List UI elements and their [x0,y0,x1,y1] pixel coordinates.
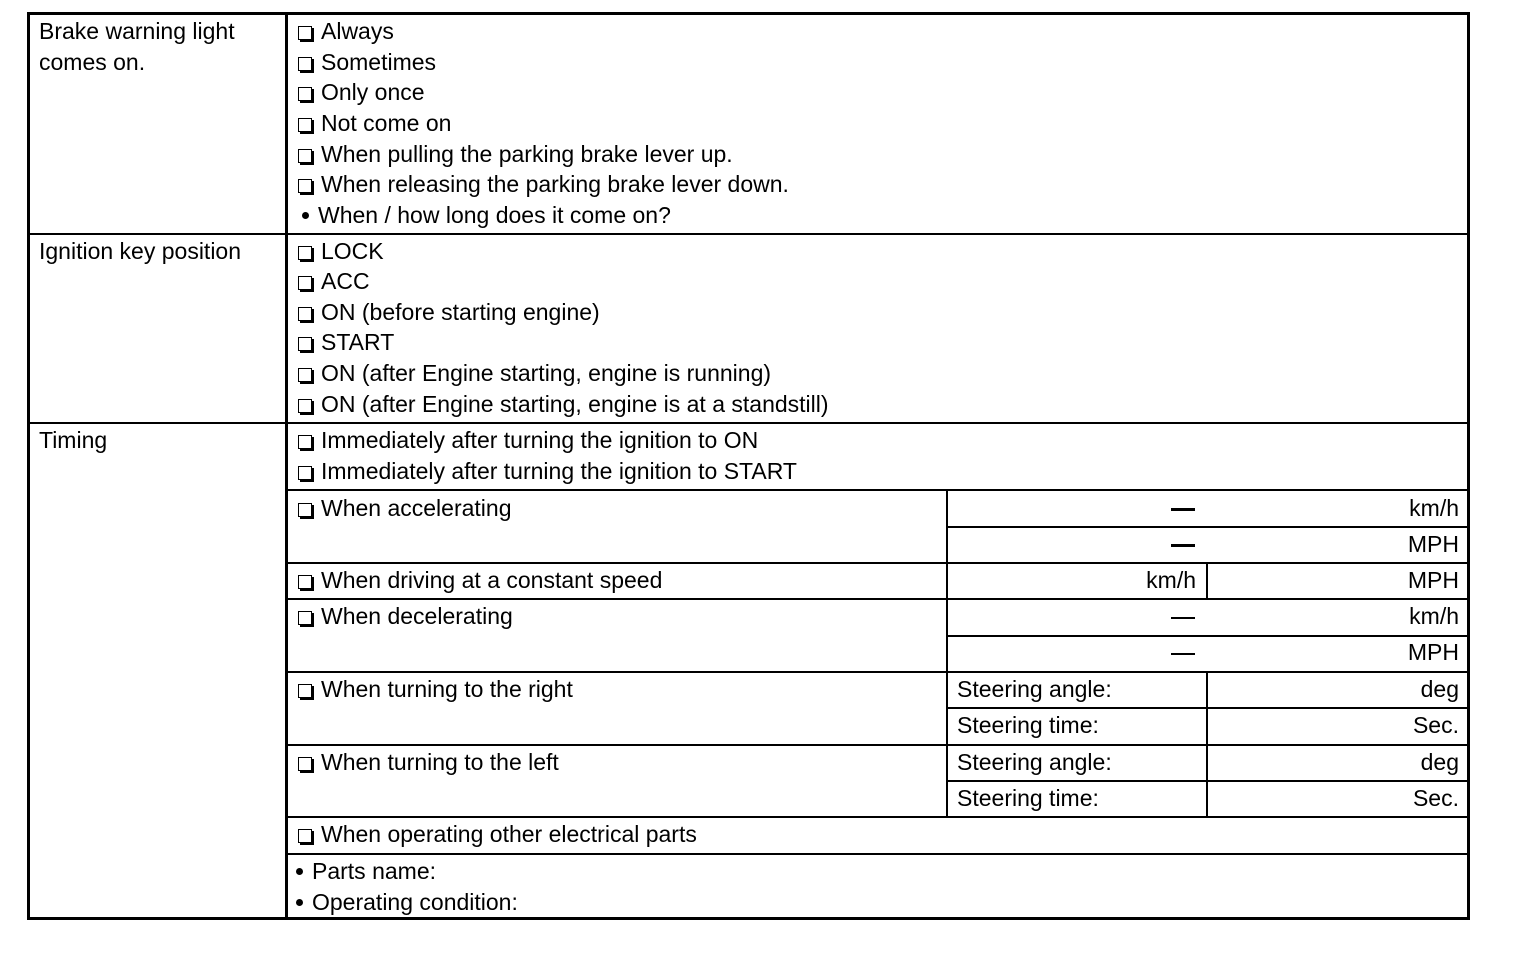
range-dash [1171,508,1195,511]
checkbox-icon[interactable] [298,149,312,163]
timing-option-accelerating[interactable]: When accelerating [298,493,512,524]
accelerating-mph-unit: MPH [1407,531,1459,557]
sub-row-divider [946,526,1467,528]
checkbox-icon[interactable] [298,307,312,321]
checkbox-icon[interactable] [298,611,312,625]
label-column-divider [285,15,288,917]
bullet-icon [296,899,303,906]
brake-option-not-come-on[interactable]: Not come on [298,108,451,139]
ignition-option-lock[interactable]: LOCK [298,236,384,267]
checkbox-icon[interactable] [298,368,312,382]
unit-column-divider [1206,562,1208,598]
checkbox-icon[interactable] [298,26,312,40]
section-divider-ignition [30,422,1467,424]
timing-option-ignition-on[interactable]: Immediately after turning the ignition to ON [298,425,758,456]
left-steering-angle-unit: deg [1420,749,1459,775]
checkbox-icon[interactable] [298,276,312,290]
checkbox-icon[interactable] [298,435,312,449]
range-dash [1171,617,1195,619]
ignition-option-on-standstill[interactable]: ON (after Engine starting, engine is at a standstill) [298,389,829,420]
checkbox-icon[interactable] [298,466,312,480]
checkbox-icon[interactable] [298,575,312,589]
unit-column-divider [1206,671,1208,816]
timing-option-turning-left[interactable]: When turning to the left [298,747,559,778]
parts-name-field: Parts name: [292,856,436,887]
brake-warning-label: Brake warning light comes on. [39,18,235,75]
checkbox-icon[interactable] [298,246,312,260]
row-divider [287,671,1467,673]
ignition-key-label: Ignition key position [39,238,242,264]
left-steering-angle-label: Steering angle: [957,749,1112,775]
row-divider [287,853,1467,855]
row-divider [287,562,1467,564]
right-steering-time-unit: Sec. [1412,712,1459,738]
brake-option-always[interactable]: Always [298,16,394,47]
brake-question: When / how long does it come on? [298,200,671,231]
checkbox-icon[interactable] [298,179,312,193]
brake-option-releasing-lever[interactable]: When releasing the parking brake lever down. [298,169,789,200]
checkbox-icon[interactable] [298,829,312,843]
timing-option-turning-right[interactable]: When turning to the right [298,674,573,705]
value-column-divider [946,489,948,816]
constant-kmh-unit: km/h [1146,567,1196,593]
checkbox-icon[interactable] [298,57,312,71]
ignition-option-acc[interactable]: ACC [298,266,370,297]
bullet-icon [302,212,309,219]
row-divider [287,598,1467,600]
ignition-option-on-before[interactable]: ON (before starting engine) [298,297,600,328]
constant-mph-unit: MPH [1407,567,1459,593]
range-dash [1171,544,1195,547]
brake-option-only-once[interactable]: Only once [298,77,425,108]
operating-condition-field: Operating condition: [292,887,518,918]
row-divider [287,489,1467,491]
bullet-icon [296,868,303,875]
checkbox-icon[interactable] [298,399,312,413]
ignition-option-on-running[interactable]: ON (after Engine starting, engine is running) [298,358,771,389]
right-steering-angle-unit: deg [1420,676,1459,702]
row-divider [287,744,1467,746]
left-steering-time-unit: Sec. [1412,785,1459,811]
left-steering-time-label: Steering time: [957,785,1099,811]
ignition-option-start[interactable]: START [298,327,394,358]
diagnosis-worksheet-table [27,12,1470,920]
checkbox-icon[interactable] [298,503,312,517]
timing-option-constant-speed[interactable]: When driving at a constant speed [298,565,662,596]
checkbox-icon[interactable] [298,87,312,101]
checkbox-icon[interactable] [298,684,312,698]
timing-option-ignition-start[interactable]: Immediately after turning the ignition to START [298,456,797,487]
decelerating-mph-unit: MPH [1407,639,1459,665]
checkbox-icon[interactable] [298,118,312,132]
timing-option-decelerating[interactable]: When decelerating [298,601,513,632]
timing-option-other-parts[interactable]: When operating other electrical parts [298,819,697,850]
range-dash [1171,653,1195,655]
brake-option-sometimes[interactable]: Sometimes [298,47,436,78]
brake-option-pulling-lever[interactable]: When pulling the parking brake lever up. [298,139,733,170]
sub-row-divider [946,635,1467,637]
right-steering-time-label: Steering time: [957,712,1099,738]
checkbox-icon[interactable] [298,337,312,351]
accelerating-kmh-unit: km/h [1409,495,1459,521]
section-divider-brake [30,233,1467,235]
row-divider [287,816,1467,818]
timing-label: Timing [39,427,108,453]
right-steering-angle-label: Steering angle: [957,676,1112,702]
decelerating-kmh-unit: km/h [1409,603,1459,629]
checkbox-icon[interactable] [298,757,312,771]
